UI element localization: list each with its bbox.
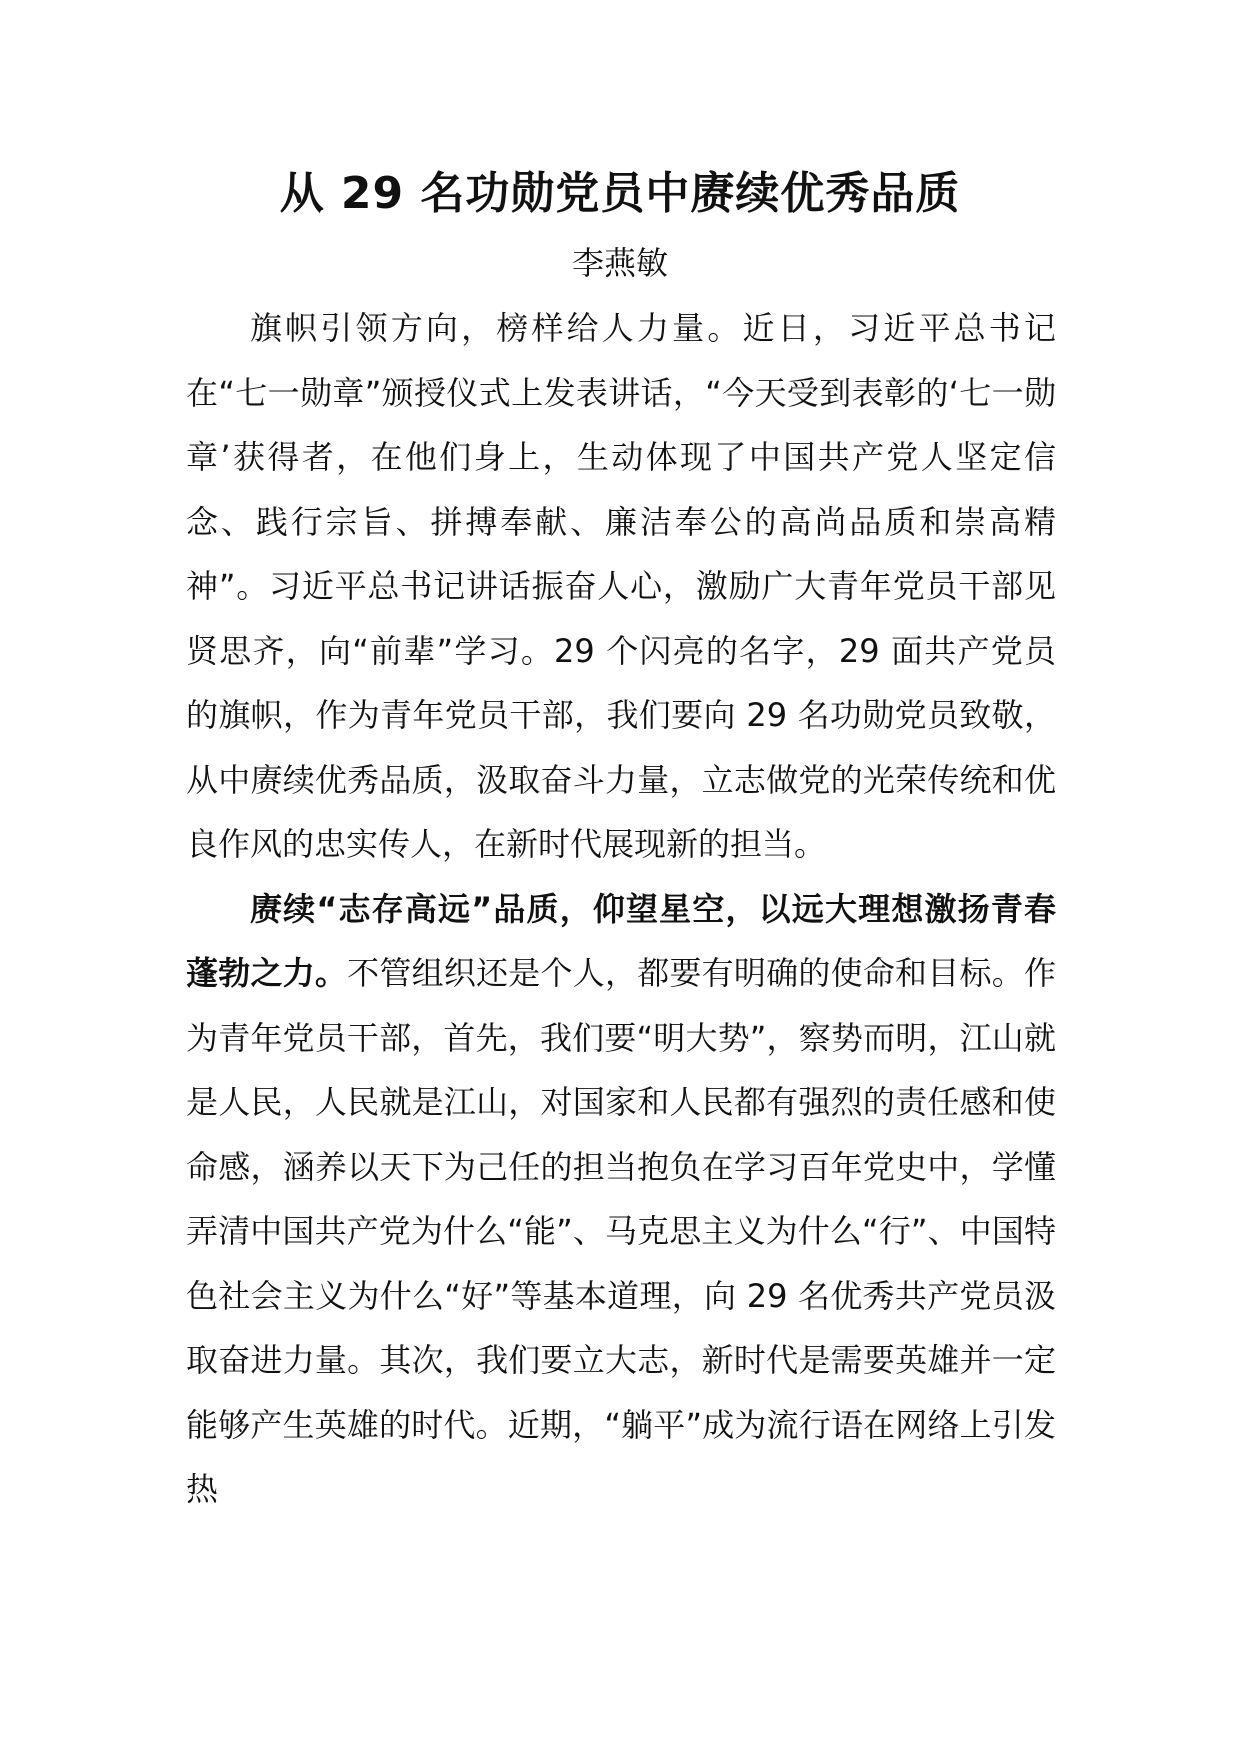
- document-body: [186, 296, 1056, 1522]
- document-title: 从 29 名功勋党员中赓续优秀品质: [279, 168, 961, 219]
- paragraph-2-text: 不管组织还是个人，都要有明确的使命和目标。作为青年党员干部，首先，我们要“明大势”，察势而明，江山就是人民，人民就是江山，对国家和人民都有强烈的责任感和使命感，涵养以天下为己任的担当抱负在学习百年党史中，学懂弄清中国共产党为什么“能”、马克思主义为什么“行”、中国特色社会主义为什么“好”等基本道理，向 29 名优秀共产党员汲取奋进力量。其次，我们要立大志，新时代是需要英雄并一定能够产生英雄的时代。近期，“躺平”成为流行语在网络上引发热: [186, 954, 1056, 1508]
- document-author: 李燕敏: [571, 244, 668, 282]
- paragraph-1-text: 旗帜引领方向，榜样给人力量。近日，习近平总书记在“七一勋章”颁授仪式上发表讲话，“今天受到表彰的‘七一勋章’获得者，在他们身上，生动体现了中国共产党人坚定信念、践行宗旨、拼搏奉献、廉洁奉公的高尚品质和崇高精神”。习近平总书记讲话振奋人心，激励广大青年党员干部见贤思齐，向“前辈”学习。29 个闪亮的名字，29 面共产党员的旗帜，作为青年党员干部，我们要向 29 名功勋党员致敬，从中赓续优秀品质，汲取奋斗力量，立志做党的光荣传统和优良作风的忠实传人，在新时代展现新的担当。: [186, 309, 1056, 863]
- paragraph-1: [186, 296, 1056, 877]
- paragraph-2: [186, 877, 1056, 1522]
- paragraph-2-lead: 赓续“志存高远”品质，仰望星空，以远大理想激扬青春蓬勃之力。: [186, 889, 1056, 992]
